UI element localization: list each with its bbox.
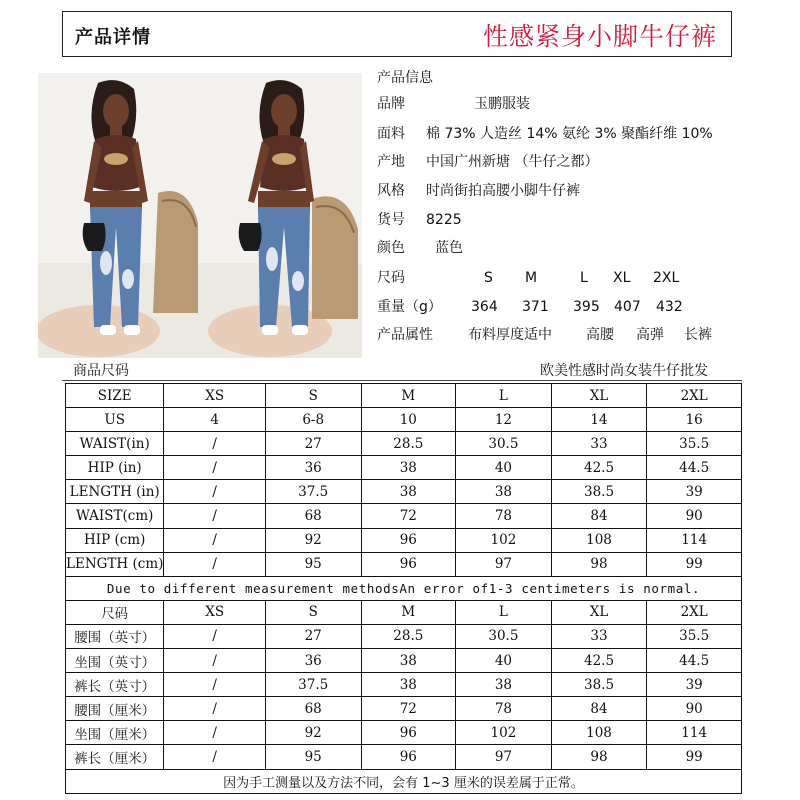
product-title: 性感紧身小脚牛仔裤 [482,22,717,51]
table-cell: 16 [647,408,742,432]
table-cell: XS [164,600,266,624]
row-label-cell: HIP (cm) [66,528,164,552]
table-row [66,673,742,697]
table-cell: 44.5 [647,649,742,673]
table-cell: 2XL [647,600,742,624]
weight-value: 364 [471,299,498,315]
table-cell: M [361,600,456,624]
table-cell: 90 [647,504,742,528]
row-label-cell: 坐围（英寸） [66,649,164,673]
table-cell: / [164,745,266,769]
table-cell: 98 [551,745,647,769]
table-cell: 33 [551,432,647,456]
row-label-cell: 尺码 [66,600,164,624]
info-key: 产品属性 [377,327,433,343]
table-cell: 36 [265,456,361,480]
table-row [66,624,742,648]
table-row [66,649,742,673]
product-photo-side [200,73,362,358]
table-cell: XS [164,384,266,408]
table-cell: 37.5 [265,480,361,504]
row-label-cell: WAIST(in) [66,432,164,456]
table-cell: / [164,456,266,480]
table-cell: 14 [551,408,647,432]
row-label-cell: 裤长（厘米） [66,745,164,769]
table-cell: 33 [551,624,647,648]
table-cell: 28.5 [361,432,456,456]
table-row [66,721,742,745]
table-cell: 72 [361,697,456,721]
table-cell: 78 [456,697,552,721]
info-value: 8225 [426,212,462,228]
table-cell: 38 [456,480,552,504]
table-cell: / [164,528,266,552]
table-cell: 38 [361,456,456,480]
table-cell: 30.5 [456,432,552,456]
info-section-title: 产品信息 [377,70,433,86]
table-cell: / [164,624,266,648]
row-label-cell: SIZE [66,384,164,408]
table-cell: 92 [265,528,361,552]
table-note-row [66,769,742,793]
size-value: S [484,270,493,286]
table-cell: 90 [647,697,742,721]
table-cell: 97 [456,745,552,769]
weight-value: 395 [573,299,600,315]
size-chart-caption: 商品尺码 [73,363,129,379]
table-row [66,528,742,552]
table-cell: 72 [361,504,456,528]
table-cell: 96 [361,528,456,552]
table-cell: XL [551,384,647,408]
table-cell: 36 [265,649,361,673]
table-cell: 12 [456,408,552,432]
table-cell: 92 [265,721,361,745]
weight-value: 407 [614,299,641,315]
table-row [66,432,742,456]
table-cell: 102 [456,528,552,552]
table-cell: S [265,384,361,408]
info-value: 中国广州新塘 （牛仔之都） [426,154,599,170]
table-row [66,745,742,769]
wholesale-caption: 欧美性感时尚女装牛仔批发 [540,363,708,379]
table-cell: 44.5 [647,456,742,480]
table-cell: 35.5 [647,432,742,456]
size-value: M [525,270,538,286]
info-value: 棉 73% 人造丝 14% 氨纶 3% 聚酯纤维 10% [426,126,713,142]
table-cell: 84 [551,504,647,528]
info-key: 颜色 [377,240,405,256]
table-cell: 95 [265,552,361,576]
table-cell: 97 [456,552,552,576]
header-label: 产品详情 [75,27,151,48]
table-note-row [66,576,742,600]
table-row [66,697,742,721]
attribute-value: 长裤 [684,327,712,343]
row-label-cell: 裤长（英寸） [66,673,164,697]
table-cell: / [164,552,266,576]
info-key: 产地 [377,154,405,170]
table-cell: XL [551,600,647,624]
table-row [66,480,742,504]
table-cell: 37.5 [265,673,361,697]
table-cell: 98 [551,552,647,576]
measurement-note: Due to different measurement methodsAn error of1-3 centimeters is normal. [66,576,742,600]
table-cell: 114 [647,721,742,745]
table-cell: 27 [265,624,361,648]
table-cell: 38 [361,673,456,697]
table-cell: 108 [551,721,647,745]
table-header-row [66,600,742,624]
table-cell: 108 [551,528,647,552]
table-cell: 96 [361,721,456,745]
row-label-cell: 腰围（厘米） [66,697,164,721]
row-label-cell: LENGTH (in) [66,480,164,504]
table-cell: 4 [164,408,266,432]
table-cell: 39 [647,673,742,697]
table-cell: 114 [647,528,742,552]
table-cell: M [361,384,456,408]
size-value: XL [613,270,631,286]
table-header-row [66,384,742,408]
table-cell: 38 [456,673,552,697]
table-cell: 40 [456,456,552,480]
table-row [66,504,742,528]
table-cell: S [265,600,361,624]
info-key: 尺码 [377,270,405,286]
info-value: 玉鹏服装 [474,96,530,112]
product-photo-front [38,73,200,358]
table-cell: / [164,649,266,673]
table-cell: / [164,504,266,528]
size-value: L [580,270,588,286]
measurement-note: 因为手工测量以及方法不同，会有 1~3 厘米的误差属于正常。 [66,769,742,793]
info-key: 货号 [377,212,405,228]
table-cell: 102 [456,721,552,745]
table-cell: L [456,384,552,408]
header-box [62,11,732,57]
table-cell: 42.5 [551,456,647,480]
table-cell: / [164,721,266,745]
info-value: 蓝色 [435,240,463,256]
caption-divider [62,380,742,381]
table-cell: 28.5 [361,624,456,648]
row-label-cell: LENGTH (cm) [66,552,164,576]
row-label-cell: 腰围（英寸） [66,624,164,648]
table-cell: L [456,600,552,624]
table-cell: 99 [647,552,742,576]
table-cell: 40 [456,649,552,673]
attribute-value: 高腰 [586,327,614,343]
row-label-cell: HIP (in) [66,456,164,480]
table-cell: / [164,480,266,504]
row-label-cell: WAIST(cm) [66,504,164,528]
size-value: 2XL [653,270,680,286]
table-cell: 38.5 [551,673,647,697]
table-cell: / [164,432,266,456]
info-key: 重量（g） [377,299,442,315]
table-row [66,408,742,432]
table-cell: 39 [647,480,742,504]
table-cell: 2XL [647,384,742,408]
table-cell: 78 [456,504,552,528]
weight-value: 371 [522,299,549,315]
table-cell: 95 [265,745,361,769]
info-key: 面料 [377,126,405,142]
table-cell: 99 [647,745,742,769]
table-row [66,456,742,480]
table-cell: / [164,673,266,697]
table-cell: 38 [361,480,456,504]
table-cell: 68 [265,697,361,721]
size-chart-table [65,383,742,794]
table-cell: 35.5 [647,624,742,648]
table-cell: 42.5 [551,649,647,673]
table-cell: 38 [361,649,456,673]
table-cell: 10 [361,408,456,432]
weight-value: 432 [656,299,683,315]
table-cell: 6-8 [265,408,361,432]
table-cell: / [164,697,266,721]
info-key: 风格 [377,183,405,199]
info-value: 时尚街拍高腰小脚牛仔裤 [426,183,580,199]
attribute-value: 布料厚度适中 [468,327,552,343]
table-cell: 30.5 [456,624,552,648]
row-label-cell: US [66,408,164,432]
info-key: 品牌 [377,96,405,112]
table-cell: 84 [551,697,647,721]
table-row [66,552,742,576]
table-cell: 96 [361,745,456,769]
attribute-value: 高弹 [636,327,664,343]
table-cell: 96 [361,552,456,576]
table-cell: 38.5 [551,480,647,504]
row-label-cell: 坐围（厘米） [66,721,164,745]
table-cell: 68 [265,504,361,528]
table-cell: 27 [265,432,361,456]
